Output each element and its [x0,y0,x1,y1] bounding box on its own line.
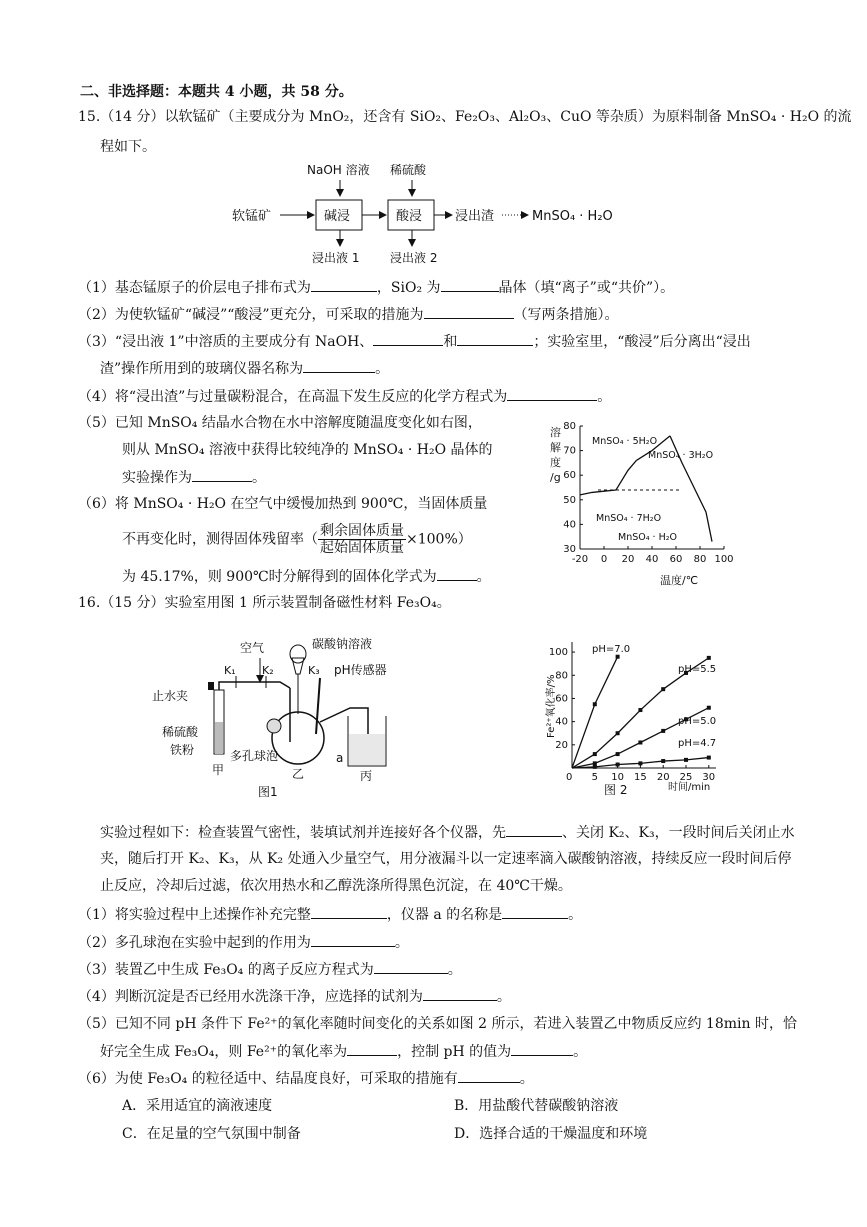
oxidation-ylabel: Fe²⁺氧化率/% [546,674,557,738]
y-tick-label: 80 [555,670,568,682]
label-iron: 铁粉 [170,743,195,757]
oxidation-chart [540,630,750,800]
label-bubbler: 多孔球泡 [230,749,279,763]
figure2-caption: 图 2 [604,783,628,797]
option-b[interactable]: B．用盐酸代替碳酸钠溶液 [454,1098,619,1114]
label-3h2o: MnSO₄ · 3H₂O [648,450,714,461]
acid-liquid [215,722,223,754]
answer-blank[interactable] [437,566,477,581]
data-point [707,756,711,760]
ph-probe [316,678,320,734]
y-tick-label: 30 [563,544,576,555]
x-tick-label: 20 [621,554,635,565]
flow-diagram [230,158,650,268]
label-jia: 甲 [212,763,225,777]
section-title: 二、非选择题：本题共 4 小题，共 58 分。 [80,84,353,100]
data-point [593,752,597,756]
x-tick-label: 20 [656,772,670,783]
y-tick-label: 60 [555,693,568,705]
data-point [616,655,620,659]
oxidation-xlabel: 时间/min [668,782,711,793]
data-point [707,656,711,660]
y-tick-label: 40 [555,716,568,728]
answer-blank[interactable] [311,904,387,919]
answer-blank[interactable] [374,959,448,974]
label-ph50: pH=5.0 [678,716,717,727]
y-tick-label: 60 [563,470,576,482]
q16-p3: （3）装置乙中生成 Fe₃O₄ 的离子反应方程式为 。 [78,959,462,980]
label-a: a [336,751,344,765]
x-tick-label: 10 [611,772,624,783]
label-1h2o: MnSO₄ · H₂O [618,532,678,543]
x-tick-label: 25 [679,772,693,783]
data-point [661,759,665,763]
x-tick-label: 15 [634,772,647,783]
data-point [616,763,620,767]
beaker-liquid [349,734,385,765]
y-tick-label: 20 [555,739,568,751]
flow-filtrate-1: 浸出液 1 [312,251,360,265]
y-tick-label: 50 [563,494,576,506]
q16-intro: 16.（15 分）实验室用图 1 所示装置制备磁性材料 Fe₃O₄。 [78,595,451,611]
data-point [661,729,665,733]
bubbler-icon [267,719,281,733]
label-ph70: pH=7.0 [592,644,631,655]
q16-proc-2: 夹，随后打开 K₂、K₃，从 K₂ 处通入少量空气，用分液漏斗以一定速率滴入碳酸钠溶液，持续反应一段时间后停 [100,851,792,867]
answer-blank[interactable] [457,331,533,346]
label-ph-sensor: pH传感器 [334,663,387,677]
answer-blank[interactable] [303,358,375,373]
answer-blank[interactable] [311,277,377,292]
label-7h2o: MnSO₄ · 7H₂O [596,513,662,524]
data-point [593,761,597,765]
option-a[interactable]: A．采用适宜的滴液速度 [122,1098,273,1114]
q16-p2: （2）多孔球泡在实验中起到的作用为 。 [78,932,409,953]
residue-rate-fraction: $\frac{\text{剩余固体质量}}{\text{起始固体质量}}$ [320,523,404,556]
q16-p4: （4）判断沉淀是否已经用水洗涤干净，应选择的试剂为 。 [78,986,511,1007]
q15-intro-2: 程如下。 [100,139,156,155]
connecting-tube [219,682,290,690]
q15-p2: （2）为使软锰矿“碱浸”“酸浸”更充分，可采取的措施为 （写两条措施）。 [78,304,619,325]
q16-p6: （6）为使 Fe₃O₄ 的粒径适中、结晶度良好，可采取的措施有 。 [78,1068,534,1089]
flow-reagent-acid: 稀硫酸 [390,163,427,177]
label-ph47: pH=4.7 [678,738,717,749]
y-tick-label: 40 [563,519,576,531]
q15-p1: （1）基态锰原子的价层电子排布式为 ，SiO₂ 为 晶体（填“离子”或“共价”）。 [78,277,674,298]
answer-blank[interactable] [192,467,252,482]
q16-p5: （5）已知不同 pH 条件下 Fe²⁺的氧化率随时间变化的关系如图 2 所示，若进入装置乙中物质反应约 18min 时，恰 [78,1016,797,1032]
label-k2: K₂ [262,664,274,677]
data-point [593,702,597,706]
solubility-ylabel [550,425,561,484]
label-clamp: 止水夹 [152,689,189,703]
q15-p6-b: 不再变化时，测得固体残留率（ $\frac{\text{剩余固体质量}}{\text{起始固体质量}}$ ×100%） [122,523,472,556]
data-point [707,706,711,710]
x-tick-label: 60 [669,554,683,565]
data-point [616,731,620,735]
option-c[interactable]: C．在足量的空气氛围中制备 [122,1126,301,1142]
data-point [638,708,642,712]
y-tick-label: 100 [548,647,568,659]
x-tick-label: 30 [702,772,716,783]
data-point [661,687,665,691]
answer-blank[interactable] [458,1068,520,1083]
answer-blank[interactable] [502,904,568,919]
q15-p6-d: 为 45.17%，则 900℃时分解得到的固体化学式为 。 [122,566,491,587]
label-k3: K₃ [308,664,320,677]
q15-p3: （3）“浸出液 1”中溶质的主要成分有 NaOH、 和 ；实验室里，“酸浸”后分离出“浸出 [78,331,751,352]
label-carbonate: 碳酸钠溶液 [312,637,373,651]
answer-blank[interactable] [347,1041,397,1056]
ylabel-char: 溶 [550,426,561,439]
x-tick-label: 0 [600,554,608,565]
ylabel-char: 解 [550,441,561,454]
solubility-chart [540,418,740,590]
label-air: 空气 [240,641,265,655]
answer-blank[interactable] [373,331,443,346]
x-tick-label: 40 [645,554,659,565]
label-acid: 稀硫酸 [162,725,199,739]
q16-proc-3: 止反应，冷却后过滤，依次用热水和乙醇洗涤所得黑色沉淀，在 40℃干燥。 [100,878,572,894]
ylabel-char: 度 [550,456,561,469]
q15-p4: （4）将“浸出渣”与过量碳粉混合，在高温下发生反应的化学方程式为 。 [78,386,611,407]
q15-intro-1: 15.（14 分）以软锰矿（主要成分为 MnO₂，还含有 SiO₂、Fe₂O₃、Al₂O₃、CuO 等杂质）为原料制备 MnSO₄ · H₂O 的流 [78,109,852,125]
q16-proc-1: 实验过程如下：检查装置气密性，装填试剂并连接好各个仪器，先 、关闭 K₂、K₃，一段时间后关闭止水 [100,822,795,843]
dropping-funnel [292,658,304,674]
flow-start: 软锰矿 [232,209,272,224]
q15-p3-cont: 渣”操作所用到的玻璃仪器名称为 。 [100,358,389,379]
apparatus-figure [140,630,400,800]
flow-step-1: 碱浸 [324,209,351,224]
solubility-curve [616,460,636,490]
data-point [684,758,688,762]
answer-blank[interactable] [506,822,562,837]
q15-p5: （5）已知 MnSO₄ 结晶水合物在水中溶解度随温度变化如右图， [78,415,482,431]
series-line [572,657,618,768]
label-ph55: pH=5.5 [678,664,717,675]
data-point [638,761,642,765]
flow-step-2: 酸浸 [396,209,423,224]
answer-blank[interactable] [441,277,499,292]
solubility-xlabel: 温度/℃ [660,574,699,587]
flow-filtrate-2: 浸出液 2 [390,251,438,265]
q15-p5-c: 实验操作为 。 [122,467,266,488]
option-d[interactable]: D．选择合适的干燥温度和环境 [454,1126,648,1142]
answer-blank[interactable] [423,986,497,1001]
q16-p5-cont: 好完全生成 Fe₃O₄，则 Fe²⁺的氧化率为 ，控制 pH 的值为 。 [100,1041,587,1062]
ylabel-char: /g [550,471,561,484]
clamp-mark [208,682,214,690]
q15-p5-b: 则从 MnSO₄ 溶液中获得比较纯净的 MnSO₄ · H₂O 晶体的 [122,442,493,458]
data-point [616,752,620,756]
label-k1: K₁ [224,664,236,677]
flow-product: MnSO₄ · H₂O [532,209,613,224]
flow-reagent-naoh: NaOH 溶液 [307,163,370,177]
y-tick-label: 70 [563,445,576,457]
x-tick-label: 80 [693,554,707,565]
data-point [593,765,597,769]
answer-blank[interactable] [507,386,597,401]
answer-blank[interactable] [424,304,514,319]
answer-blank[interactable] [511,1041,573,1056]
label-yi: 乙 [292,767,305,781]
oxidation-origin: 0 [566,772,573,783]
data-point [638,740,642,744]
q16-p1: （1）将实验过程中上述操作补充完整 ，仪器 a 的名称是 。 [78,904,582,925]
answer-blank[interactable] [311,932,395,947]
solubility-curve [580,490,616,495]
q15-p6: （6）将 MnSO₄ · H₂O 在空气中缓慢加热到 900℃，当固体质量 [78,496,488,512]
x-tick-label: 5 [591,772,598,783]
label-bing: 丙 [360,769,373,783]
flow-residue: 浸出渣 [455,209,495,224]
figure1-caption: 图1 [258,785,278,799]
label-5h2o: MnSO₄ · 5H₂O [592,436,658,447]
y-tick-label: 80 [563,421,576,432]
x-tick-label: -20 [571,554,589,565]
x-tick-label: 100 [714,554,734,565]
